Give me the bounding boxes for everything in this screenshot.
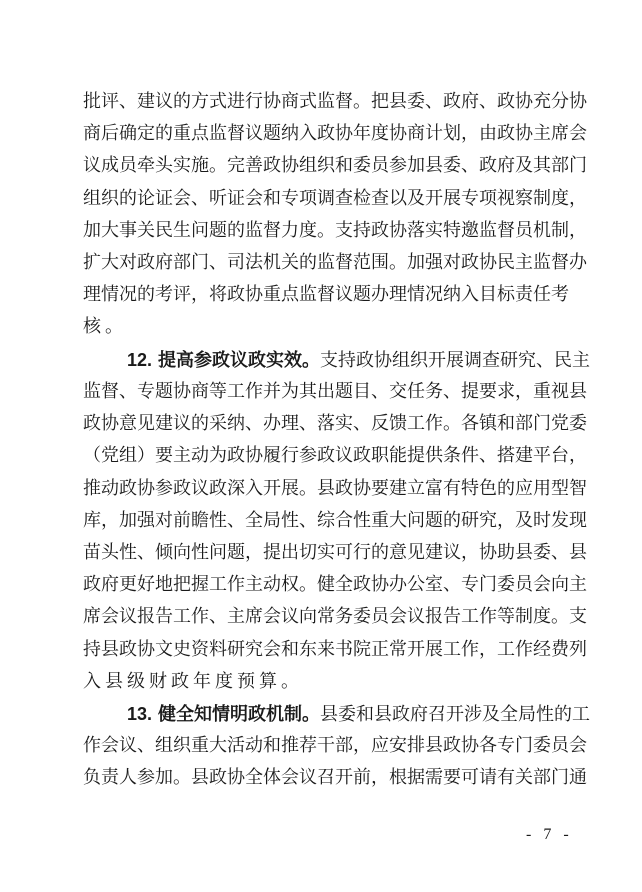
section-number: 12. xyxy=(127,350,153,370)
text-line: 持县政协文史资料研究会和东来书院正常开展工作，工作经费列 xyxy=(83,639,587,660)
text-line: 组织的论证会、听证会和专项调查检查以及开展专项视察制度， xyxy=(83,188,587,209)
section-text: 县委和县政府召开涉及全局性的工 xyxy=(320,704,591,725)
section-heading-line-12 xyxy=(127,348,591,372)
section-heading-line-13 xyxy=(127,702,591,726)
text-line: 理情况的考评，将政协重点监督议题办理情况纳入目标责任考 xyxy=(83,284,569,305)
text-line: 议成员牵头实施。完善政协组织和委员参加县委、政府及其部门 xyxy=(83,155,587,176)
text-line: 核。 xyxy=(83,316,127,337)
text-line: 加大事关民生问题的监督力度。支持政协落实特邀监督员机制， xyxy=(83,220,587,241)
text-line: 监督、专题协商等工作并为其出题目、交任务、提要求，重视县 xyxy=(83,381,587,402)
text-line: 作会议、组织重大活动和推荐干部，应安排县政协各专门委员会 xyxy=(83,735,587,756)
text-line: 政协意见建议的采纳、办理、落实、反馈工作。各镇和部门党委 xyxy=(83,413,587,434)
text-line: 苗头性、倾向性问题，提出切实可行的意见建议，协助县委、县 xyxy=(83,542,587,563)
text-line: 扩大对政府部门、司法机关的监督范围。加强对政协民主监督办 xyxy=(83,252,587,273)
text-line: 负责人参加。县政协全体会议召开前，根据需要可请有关部门通 xyxy=(83,767,587,788)
section-title: 提高参政议政实效。 xyxy=(158,350,321,371)
text-line: 批评、建议的方式进行协商式监督。把县委、政府、政协充分协 xyxy=(83,91,587,112)
section-number: 13. xyxy=(127,704,153,724)
text-line: 入县级财政年度预算。 xyxy=(83,671,303,692)
text-line: 政府更好地把握工作主动权。健全政协办公室、专门委员会向主 xyxy=(83,574,587,595)
page-number: - 7 - xyxy=(526,826,573,843)
text-line: （党组）要主动为政协履行参政议政职能提供条件、搭建平台， xyxy=(83,445,587,466)
text-line: 席会议报告工作、主席会议向常务委员会议报告工作等制度。支 xyxy=(83,606,587,627)
section-text: 支持政协组织开展调查研究、民主 xyxy=(320,350,591,371)
text-line: 库，加强对前瞻性、全局性、综合性重大问题的研究，及时发现 xyxy=(83,510,587,531)
text-line: 商后确定的重点监督议题纳入政协年度协商计划，由政协主席会 xyxy=(83,123,587,144)
section-title: 健全知情明政机制。 xyxy=(158,704,321,725)
text-line: 推动政协参政议政深入开展。县政协要建立富有特色的应用型智 xyxy=(83,478,587,499)
